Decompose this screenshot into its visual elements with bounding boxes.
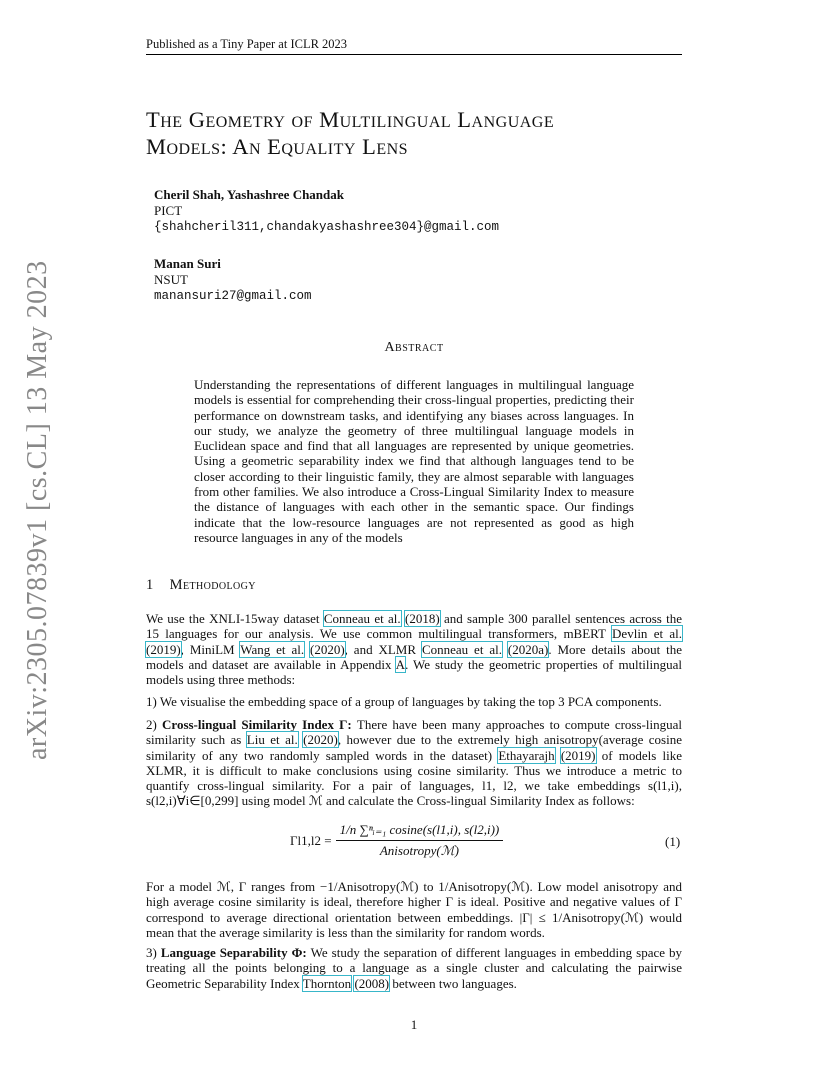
method-title: Language Separability Φ: bbox=[160, 945, 307, 960]
paragraph-method-2 bbox=[146, 717, 682, 809]
citation-link[interactable]: (2019) bbox=[560, 747, 596, 763]
author-affiliation: NSUT bbox=[154, 272, 188, 287]
equation-number: (1) bbox=[665, 834, 681, 849]
title-line-1: The Geometry of Multilingual Language bbox=[146, 107, 555, 132]
citation-link[interactable]: Conneau et al. bbox=[323, 611, 401, 626]
equation-lhs: Γl1,l2 = bbox=[290, 832, 332, 848]
equation-numerator: 1/n ∑ⁿᵢ₌₁ cosine(s(l1,i), s(l2,i)) bbox=[336, 822, 504, 841]
citation-link[interactable]: (2018) bbox=[404, 611, 440, 626]
abstract-text: Understanding the representations of different languages in multilingual language models is essential for comprehending their cross-lingual properties, predicting their performance on downstream tasks, and identifying any biases across languages. In our study, we analyze the geometry of three multilingual language models in Euclidean space and find that all languages are represented by unique geometries. Using a geometric separability index we find that although languages tend to be closer according to their linguistic family, they are almost separable with languages from other families. We also introduce a Cross-Lingual Similarity Index to measure the distance of languages with each other in the semantic space. Our findings indicate that the low-resource languages are not represented as good as high resource languages in any of the models bbox=[194, 377, 634, 545]
paragraph-datasets bbox=[146, 611, 682, 687]
text: between two languages. bbox=[389, 975, 517, 991]
citation-link[interactable]: Devlin et al. (2019) bbox=[146, 626, 682, 657]
paragraph-gamma-range: For a model ℳ, Γ ranges from −1/Anisotropy(ℳ) to 1/Anisotropy(ℳ). Low model anisotropy and high average cosine similarity is ideal, therefore higher Γ is ideal. Positive and negative values of Γ correspond to average directional orientation between embeddings. |Γ| ≤ 1/Anisotropy(ℳ) would mean that the average similarity is less than the similarity for random words. bbox=[146, 879, 682, 940]
page-number: 1 bbox=[410, 1017, 418, 1032]
section-heading bbox=[146, 577, 256, 594]
paragraph-method-3 bbox=[146, 945, 682, 991]
text: and sample 300 parallel sentences across the 15 languages for our analysis. We use common multilingual transformers, mBERT bbox=[146, 611, 683, 642]
appendix-link[interactable]: A bbox=[395, 656, 406, 672]
section-title: Methodology bbox=[169, 577, 256, 593]
text: , and XLMR bbox=[344, 641, 422, 657]
author-email[interactable]: {shahcheril311,chandakyashashree304}@gmail.com bbox=[154, 220, 500, 234]
paper-title bbox=[146, 106, 686, 160]
author-names: Manan Suri bbox=[154, 256, 221, 271]
paragraph-method-1: 1) We visualise the embedding space of a group of languages by taking the top 3 PCA components. bbox=[146, 694, 662, 709]
citation-link[interactable]: Liu et al. bbox=[246, 732, 298, 748]
text: We use the XNLI-15way dataset bbox=[146, 611, 324, 626]
citation-link[interactable]: Ethayarajh bbox=[498, 747, 555, 763]
header-rule bbox=[146, 54, 682, 55]
author-email[interactable]: manansuri27@gmail.com bbox=[154, 289, 312, 303]
citation-link[interactable]: Wang et al. bbox=[240, 641, 305, 657]
text: 3) bbox=[146, 945, 161, 960]
text: There have been many approaches to compute cross-lingual similarity such as bbox=[146, 717, 682, 748]
text: , however due to the extremely high anisotropy(average cosine similarity of any two randomly sampled words in the dataset) bbox=[146, 732, 682, 763]
title-line-2: Models: An Equality Lens bbox=[146, 134, 409, 159]
equation-fraction bbox=[336, 822, 504, 859]
text: of models like XLMR, it is difficult to make conclusions using cosine similarity. Thus we introduce a metric to quantify cross-lingual similarity. For a pair of languages, l1, l2, we take embeddings s(l1,i), s(l2,i)∀i∈[0,299] using model ℳ and calculate the Cross-lingual Similarity Index as follows: bbox=[146, 747, 683, 809]
author-block-2 bbox=[154, 256, 312, 304]
method-title: Cross-lingual Similarity Index Γ: bbox=[162, 717, 352, 732]
author-affiliation: PICT bbox=[154, 203, 183, 218]
equation-denominator: Anisotropy(ℳ) bbox=[379, 843, 459, 858]
text: . We study the geometric properties of multilingual models using three methods: bbox=[146, 656, 682, 688]
citation-link[interactable]: (2020) bbox=[303, 732, 338, 748]
text: , MiniLM bbox=[180, 641, 241, 657]
citation-link[interactable]: Thornton bbox=[302, 975, 352, 991]
running-header: Published as a Tiny Paper at ICLR 2023 bbox=[146, 37, 348, 51]
section-number: 1 bbox=[146, 577, 154, 593]
citation-link[interactable]: (2020) bbox=[309, 641, 345, 657]
author-block-1 bbox=[154, 187, 499, 235]
text: 2) bbox=[146, 717, 163, 732]
equation-1 bbox=[290, 822, 503, 859]
text: We study the separation of different languages in embedding space by treating all the points belonging to a language as a single cluster and calculating the pairwise Geometric Separability Index bbox=[146, 945, 682, 991]
citation-link[interactable]: Conneau et al. bbox=[421, 641, 502, 657]
text: . More details about the models and dataset are available in Appendix bbox=[146, 641, 683, 672]
citation-link[interactable]: (2008) bbox=[354, 975, 390, 991]
author-names: Cheril Shah, Yashashree Chandak bbox=[154, 187, 344, 202]
arxiv-sidebar-stamp: arXiv:2305.07839v1 [cs.CL] 13 May 2023 bbox=[22, 260, 53, 760]
citation-link[interactable]: (2020a) bbox=[507, 641, 549, 657]
abstract-heading: Abstract bbox=[384, 340, 444, 355]
